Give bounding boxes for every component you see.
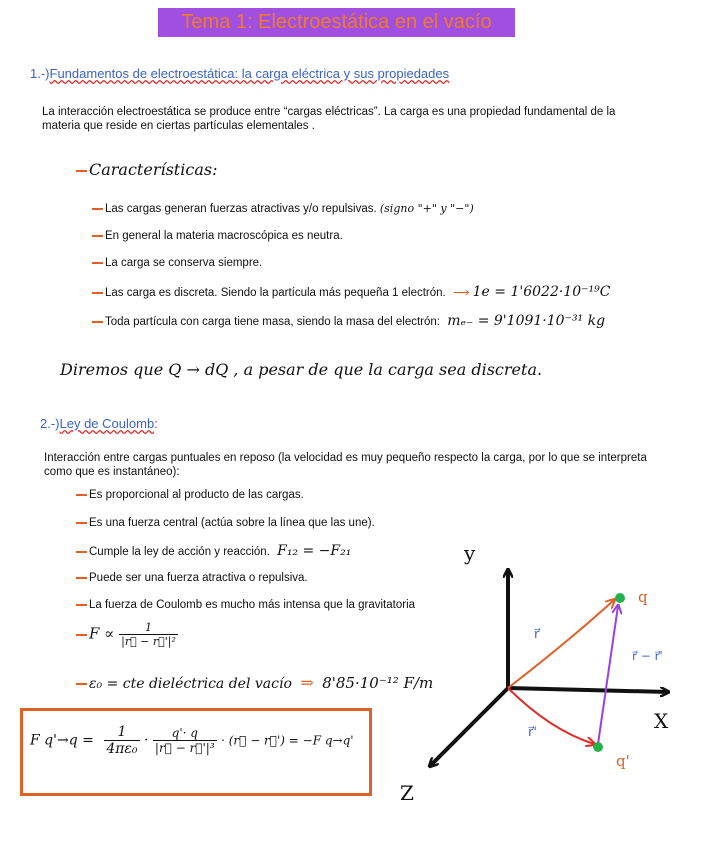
- proportional-relation: F ∝ $\frac{1}{\text{|r⃗ − r⃗'|²}}$: [76, 621, 178, 648]
- electron-charge: 1e = 1'6022·10⁻¹⁹C: [472, 284, 611, 300]
- section1-intro: La interacción electroestática se produce entre “cargas eléctricas”. La carga es una propiedad fundamental de la materia que reside en ciertas partículas elementales .: [42, 106, 616, 132]
- section2-number: 2.-): [40, 416, 60, 431]
- section1-heading: [30, 66, 449, 81]
- action-reaction: F₁₂ = −F₂₁: [277, 543, 352, 559]
- x-axis: [508, 688, 668, 692]
- section1-number: 1.-): [30, 66, 50, 81]
- axis-x-label: X: [654, 709, 669, 733]
- s1-bullet-1: Las cargas generan fuerzas atractivas y/o repulsivas. (signo "+" y "−"): [92, 202, 474, 215]
- charge-q-dot: [615, 593, 625, 603]
- note-signs: (signo "+" y "−"): [379, 202, 474, 215]
- proportional-fraction: $\frac{1}{\text{|r⃗ − r⃗'|²}}$: [121, 621, 176, 648]
- vector-r-minus-r-prime: [598, 606, 618, 744]
- vector-r-prime: [508, 688, 594, 744]
- s1-bullet-4: Las carga es discreta. Siendo la partícula más pequeña 1 electrón. ⟶ 1e = 1'6022·10⁻¹⁹C: [92, 284, 610, 300]
- coulomb-formula: F q'→q = $\frac{1}{\text{4πε₀}}$ · $\frac{q'\cdot q}{\text{|r⃗ − r⃗'|³}}$ · (r⃗ − r⃗') = −F q→q': [30, 724, 354, 757]
- s1-bullet-5: Toda partícula con carga tiene masa, siendo la masa del electrón: mₑ₋ = 9'1091·10⁻³¹ kg: [92, 313, 605, 329]
- label-r: r⃗: [534, 627, 540, 642]
- s2-bullet-4: Puede ser una fuerza atractiva o repulsiva.: [76, 572, 308, 584]
- s2-bullet-5: La fuerza de Coulomb es mucho más intensa que la gravitatoria: [76, 599, 415, 611]
- label-q: q: [638, 588, 648, 606]
- s1-bullet-2: En general la materia macroscópica es neutra.: [92, 230, 343, 242]
- s2-bullet-2: Es una fuerza central (actúa sobre la línea que las une).: [76, 517, 375, 529]
- section1-title: Fundamentos de electroestática: la carga eléctrica y sus propiedades: [49, 66, 450, 81]
- vector-diagram: [400, 530, 700, 820]
- axis-z-label: Z: [400, 781, 414, 805]
- electron-mass: mₑ₋ = 9'1091·10⁻³¹ kg: [447, 313, 606, 329]
- bullet-dash: [76, 170, 87, 172]
- z-axis: [430, 688, 508, 766]
- arrow-icon: ⟶: [452, 287, 470, 299]
- axis-y-label: y: [464, 541, 476, 565]
- s1-bullet-3: La carga se conserva siempre.: [92, 257, 262, 269]
- s2-bullet-1: Es proporcional al producto de las cargas.: [76, 489, 304, 501]
- label-r-prime: r⃗': [528, 725, 537, 740]
- epsilon-definition: ε₀ = cte dieléctrica del vacío ⇒ 8'85·10⁻¹² F/m: [76, 673, 433, 692]
- charge-q-prime-dot: [593, 742, 603, 752]
- section2-heading: 2.-)Ley de Coulomb:: [40, 416, 158, 431]
- section2-intro: Interacción entre cargas puntuales en reposo (la velocidad es muy pequeño respecto la carga, por lo que se interpreta como que es instantáneo):: [44, 452, 647, 478]
- charge-fraction: $\frac{q'\cdot q}{\text{|r⃗ − r⃗'|³}}$: [154, 726, 215, 755]
- vector-r: [508, 600, 614, 688]
- handwritten-note: Diremos que Q → dQ , a pesar de que la carga sea discreta.: [60, 360, 543, 379]
- label-r-minus-r-prime: r⃗ − r⃗': [632, 649, 663, 663]
- section2-title: Ley de Coulomb: [59, 416, 155, 431]
- s2-bullet-3: Cumple la ley de acción y reacción. F₁₂ = −F₂₁: [76, 543, 351, 559]
- page-title: Tema 1: Electroestática en el vacío: [158, 8, 515, 37]
- label-q-prime: q': [616, 752, 630, 770]
- coef-fraction: $\frac{1}{\text{4πε₀}}$: [106, 724, 138, 757]
- characteristics-label: Características:: [76, 160, 217, 179]
